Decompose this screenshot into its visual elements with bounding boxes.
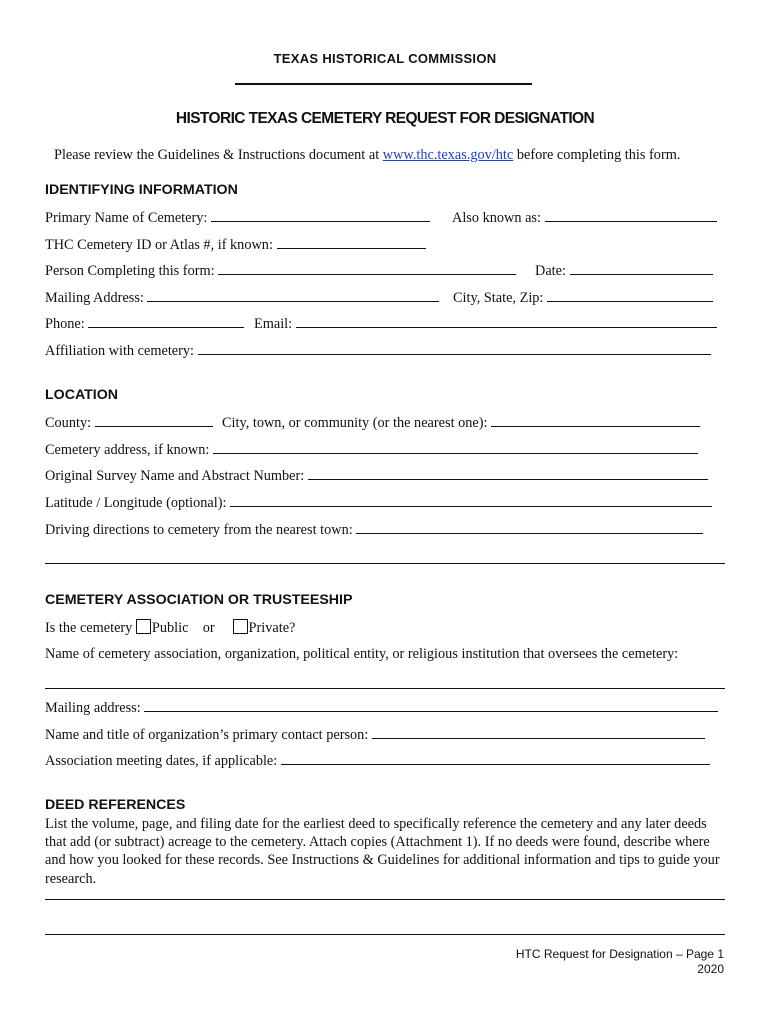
email-row — [254, 315, 717, 333]
county-row — [45, 414, 213, 432]
contact-person-field[interactable] — [372, 726, 705, 739]
deed-line-1[interactable] — [45, 899, 725, 900]
private-checkbox[interactable] — [233, 619, 248, 634]
association-name-field[interactable] — [45, 688, 725, 689]
form-title: HISTORIC TEXAS CEMETERY REQUEST FOR DESIGNATION — [175, 110, 595, 127]
footer-year: 2020 — [697, 962, 724, 976]
affiliation-label: Affiliation with cemetery: — [45, 343, 195, 359]
person-completing-label: Person Completing this form: — [45, 263, 215, 279]
cemetery-id-row — [45, 236, 426, 254]
city-state-zip-row — [453, 289, 713, 307]
public-private-row — [45, 619, 295, 637]
mailing-address-row — [45, 289, 439, 307]
driving-directions-label: Driving directions to cemetery from the nearest town: — [45, 522, 353, 538]
association-name-prompt: Name of cemetery association, organization, political entity, or religious institution that oversees the cemetery: — [45, 646, 679, 662]
person-completing-field[interactable] — [218, 262, 516, 275]
public-checkbox[interactable] — [136, 619, 151, 634]
lat-long-field[interactable] — [230, 494, 712, 507]
driving-directions-line-2[interactable] — [45, 563, 725, 564]
is-the-cemetery-label: Is the cemetery — [45, 620, 133, 636]
city-town-field[interactable] — [491, 414, 700, 427]
also-known-as-row — [452, 209, 717, 227]
phone-field[interactable] — [88, 315, 244, 328]
mailing-address-label: Mailing Address: — [45, 290, 144, 306]
association-heading: CEMETERY ASSOCIATION OR TRUSTEESHIP — [45, 592, 353, 608]
guidelines-link[interactable]: www.thc.texas.gov/htc — [382, 147, 514, 163]
deed-instructions: List the volume, page, and filing date for the earliest deed to specifically reference the cemetery and any later deeds that add (or subtract) acreage to the cemetery. Attach copies (Attachment 1). If no deeds were found, describe where and how you looked for these records. See Instructions & Guidelines for additional information and tips to guide your research. — [45, 816, 720, 887]
person-completing-row — [45, 262, 516, 280]
intro-after: before completing this form. — [513, 147, 681, 163]
also-known-as-label: Also known as: — [452, 210, 541, 226]
driving-directions-row — [45, 521, 703, 539]
survey-name-label: Original Survey Name and Abstract Number: — [45, 468, 305, 484]
phone-label: Phone: — [45, 316, 85, 332]
organization-name: TEXAS HISTORICAL COMMISSION — [273, 51, 497, 66]
or-label: or — [202, 620, 215, 636]
lat-long-label: Latitude / Longitude (optional): — [45, 495, 227, 511]
meeting-dates-field[interactable] — [281, 752, 710, 765]
survey-name-row — [45, 467, 708, 485]
phone-row — [45, 315, 244, 333]
primary-name-label: Primary Name of Cemetery: — [45, 210, 208, 226]
date-field[interactable] — [570, 262, 713, 275]
mailing-address-field[interactable] — [147, 289, 439, 302]
location-heading: LOCATION — [45, 387, 119, 403]
deed-heading: DEED REFERENCES — [45, 797, 186, 813]
cemetery-id-label: THC Cemetery ID or Atlas #, if known: — [45, 237, 273, 253]
intro-text — [54, 147, 680, 164]
intro-before: Please review the Guidelines & Instructions document at — [54, 147, 383, 163]
affiliation-row — [45, 342, 711, 360]
cemetery-address-row — [45, 441, 698, 459]
city-state-zip-label: City, State, Zip: — [453, 290, 544, 306]
primary-name-field[interactable] — [211, 209, 430, 222]
deed-line-2[interactable] — [45, 934, 725, 935]
affiliation-field[interactable] — [198, 342, 711, 355]
lat-long-row — [45, 494, 712, 512]
public-label: Public — [151, 620, 189, 636]
primary-name-row — [45, 209, 430, 227]
assoc-mailing-row — [45, 699, 718, 717]
meeting-dates-label: Association meeting dates, if applicable: — [45, 753, 278, 769]
date-row — [535, 262, 713, 280]
cemetery-address-field[interactable] — [213, 441, 698, 454]
identifying-heading: IDENTIFYING INFORMATION — [45, 182, 238, 198]
email-label: Email: — [254, 316, 293, 332]
survey-name-field[interactable] — [308, 467, 708, 480]
contact-person-label: Name and title of organization’s primary contact person: — [45, 727, 369, 743]
meeting-dates-row — [45, 752, 710, 770]
email-field[interactable] — [296, 315, 717, 328]
county-label: County: — [45, 415, 92, 431]
driving-directions-field[interactable] — [356, 521, 703, 534]
footer-page-label: HTC Request for Designation – Page 1 — [515, 947, 724, 961]
cemetery-address-label: Cemetery address, if known: — [45, 442, 210, 458]
date-label: Date: — [535, 263, 566, 279]
county-field[interactable] — [95, 414, 213, 427]
assoc-mailing-field[interactable] — [144, 699, 718, 712]
private-label: Private? — [248, 620, 296, 636]
cemetery-id-field[interactable] — [277, 236, 426, 249]
also-known-as-field[interactable] — [545, 209, 717, 222]
city-state-zip-field[interactable] — [547, 289, 713, 302]
footer — [516, 947, 724, 977]
header-divider — [235, 83, 532, 85]
city-town-label: City, town, or community (or the nearest one): — [222, 415, 488, 431]
city-town-row — [222, 414, 700, 432]
assoc-mailing-label: Mailing address: — [45, 700, 141, 716]
contact-person-row — [45, 726, 705, 744]
